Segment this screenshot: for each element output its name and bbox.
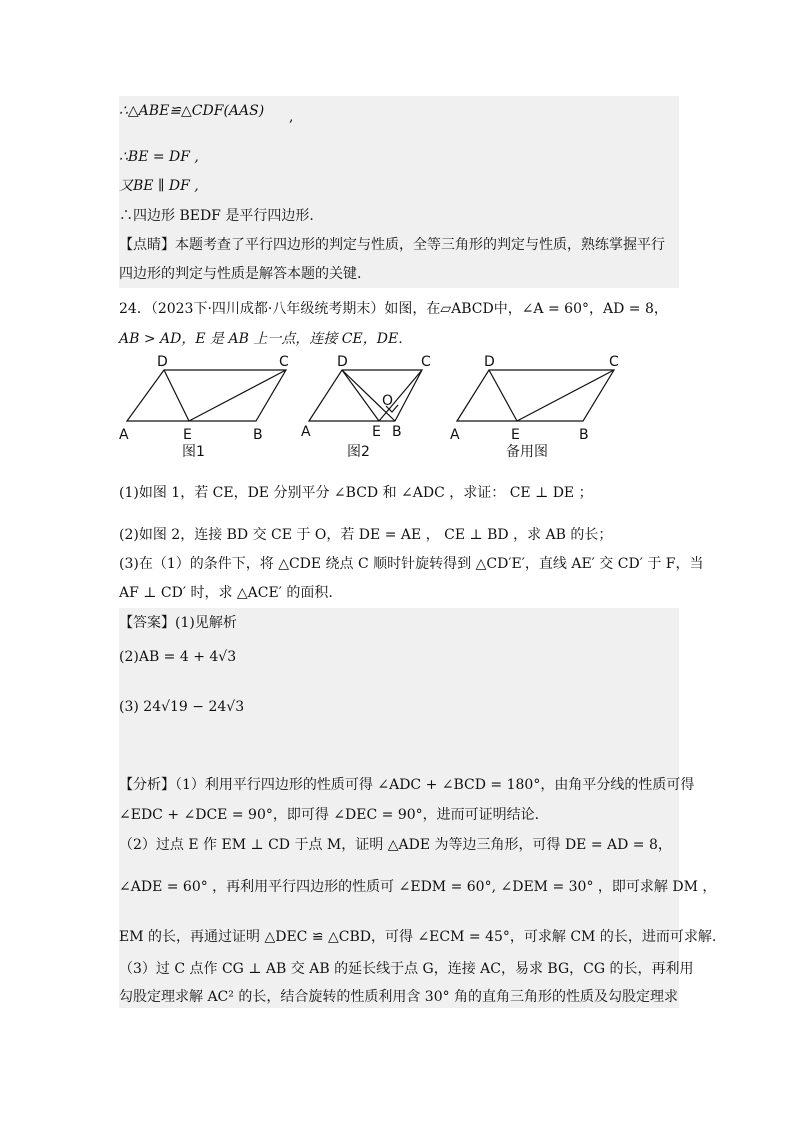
analysis-line-4: ∠ADE = 60° ，再利用平行四边形的性质可 ∠EDM = 60°, ∠DEM = 30° ，即可求解 DM ， bbox=[119, 879, 717, 895]
question-line-2: AB > AD，E 是 AB 上一点，连接 CE，DE． bbox=[119, 331, 413, 347]
question-line-1: 24．（2023下·四川成都·八年级统考期末）如图，在▱ABCD中，∠A = 60°，AD = 8， bbox=[119, 301, 668, 317]
fig3-label-e: E bbox=[511, 427, 520, 443]
equal-sides-line: ∴BE = DF , bbox=[119, 149, 199, 165]
fig3-caption: 备用图 bbox=[506, 444, 548, 460]
sub-question-1: (1)如图 1，若 CE，DE 分别平分 ∠BCD 和 ∠ADC ，求证： CE ⊥ DE ； bbox=[119, 485, 593, 501]
fig1-label-c: C bbox=[279, 354, 289, 370]
fig3-segment-ce bbox=[517, 370, 614, 421]
analysis-line-5: EM 的长，再通过证明 △DEC ≌ △CBD，可得 ∠ECM = 45°，可求解 CM 的长，进而可求解. bbox=[119, 929, 717, 945]
fig2-parallelogram bbox=[309, 370, 422, 421]
sub-question-2: (2)如图 2，连接 BD 交 CE 于 O，若 DE = AE ， CE ⊥ BD ，求 AB 的长； bbox=[119, 527, 613, 543]
fig3-label-c: C bbox=[609, 354, 619, 370]
conclusion-line: ∴四边形 BEDF 是平行四边形. bbox=[119, 208, 314, 224]
fig3-segment-de bbox=[489, 370, 517, 421]
parallel-line: 又BE ∥ DF , bbox=[119, 178, 199, 194]
fig2-label-a: A bbox=[301, 424, 311, 440]
analysis-line-1: 【分析】（1）利用平行四边形的性质可得 ∠ADC + ∠BCD = 180°，由角平分线的性质可得 bbox=[119, 777, 695, 793]
fig3-label-a: A bbox=[450, 427, 460, 443]
fig2-label-c: C bbox=[421, 354, 431, 370]
answer-analysis-block bbox=[119, 608, 717, 1008]
fig2-label-d: D bbox=[337, 354, 348, 370]
fig3-label-d: D bbox=[484, 354, 495, 370]
answer-part-3: (3) 24√19 − 24√3 bbox=[119, 699, 245, 715]
fig1-segment-de bbox=[164, 370, 189, 421]
fig1-label-a: A bbox=[119, 427, 129, 443]
sub-question-3a: (3)在（1）的条件下，将 △CDE 绕点 C 顺时针旋转得到 △CD′E′，直线 AE′ 交 CD′ 于 F，当 bbox=[119, 556, 704, 572]
analysis-line-6: （3）过 C 点作 CG ⊥ AB 交 AB 的延长线于点 G，连接 AC，易求 BG，CG 的长，再利用 bbox=[119, 961, 694, 977]
analysis-line-2: ∠EDC + ∠DCE = 90°，即可得 ∠DEC = 90°，进而可证明结论. bbox=[119, 807, 540, 823]
sub-question-3b: AF ⊥ CD′ 时，求 △ACE′ 的面积. bbox=[119, 585, 333, 601]
comment-line-2: 四边形的判定与性质是解答本题的关键. bbox=[119, 266, 362, 282]
fig3-label-b: B bbox=[579, 427, 589, 443]
fig1-parallelogram bbox=[127, 370, 286, 421]
fig2-segment-de bbox=[342, 370, 379, 421]
fig1-label-e: E bbox=[183, 427, 192, 443]
congruence-line: ∴△ABE≌△CDF(AAS) bbox=[119, 103, 265, 119]
fig2-label-b: B bbox=[392, 424, 402, 440]
fig2-caption: 图2 bbox=[347, 444, 370, 460]
fig1-caption: 图1 bbox=[182, 444, 205, 460]
previous-solution-block bbox=[119, 96, 679, 288]
answer-part-1: 【答案】(1)见解析 bbox=[119, 615, 237, 631]
sub-questions-block bbox=[119, 470, 704, 610]
question-block bbox=[119, 296, 679, 352]
fig2-label-e: E bbox=[372, 424, 381, 440]
fig1-label-b: B bbox=[253, 427, 263, 443]
answer-part-2: (2)AB = 4 + 4√3 bbox=[119, 649, 237, 665]
fig2-label-o: O bbox=[382, 393, 394, 409]
figures-row bbox=[119, 352, 619, 462]
comment-line-1: 【点睛】本题考查了平行四边形的判定与性质，全等三角形的判定与性质，熟练掌握平行 bbox=[119, 237, 665, 253]
fig3-parallelogram bbox=[457, 370, 614, 421]
geometry-figures bbox=[119, 352, 619, 462]
analysis-line-3: （2）过点 E 作 EM ⊥ CD 于点 M，证明 △ADE 为等边三角形，可得 DE = AD = 8， bbox=[119, 837, 672, 853]
analysis-line-7: 勾股定理求解 AC² 的长，结合旋转的性质利用含 30° 角的直角三角形的性质及勾股定理求 bbox=[119, 989, 679, 1005]
congruence-line-comma: , bbox=[289, 109, 294, 125]
fig1-label-d: D bbox=[157, 354, 168, 370]
